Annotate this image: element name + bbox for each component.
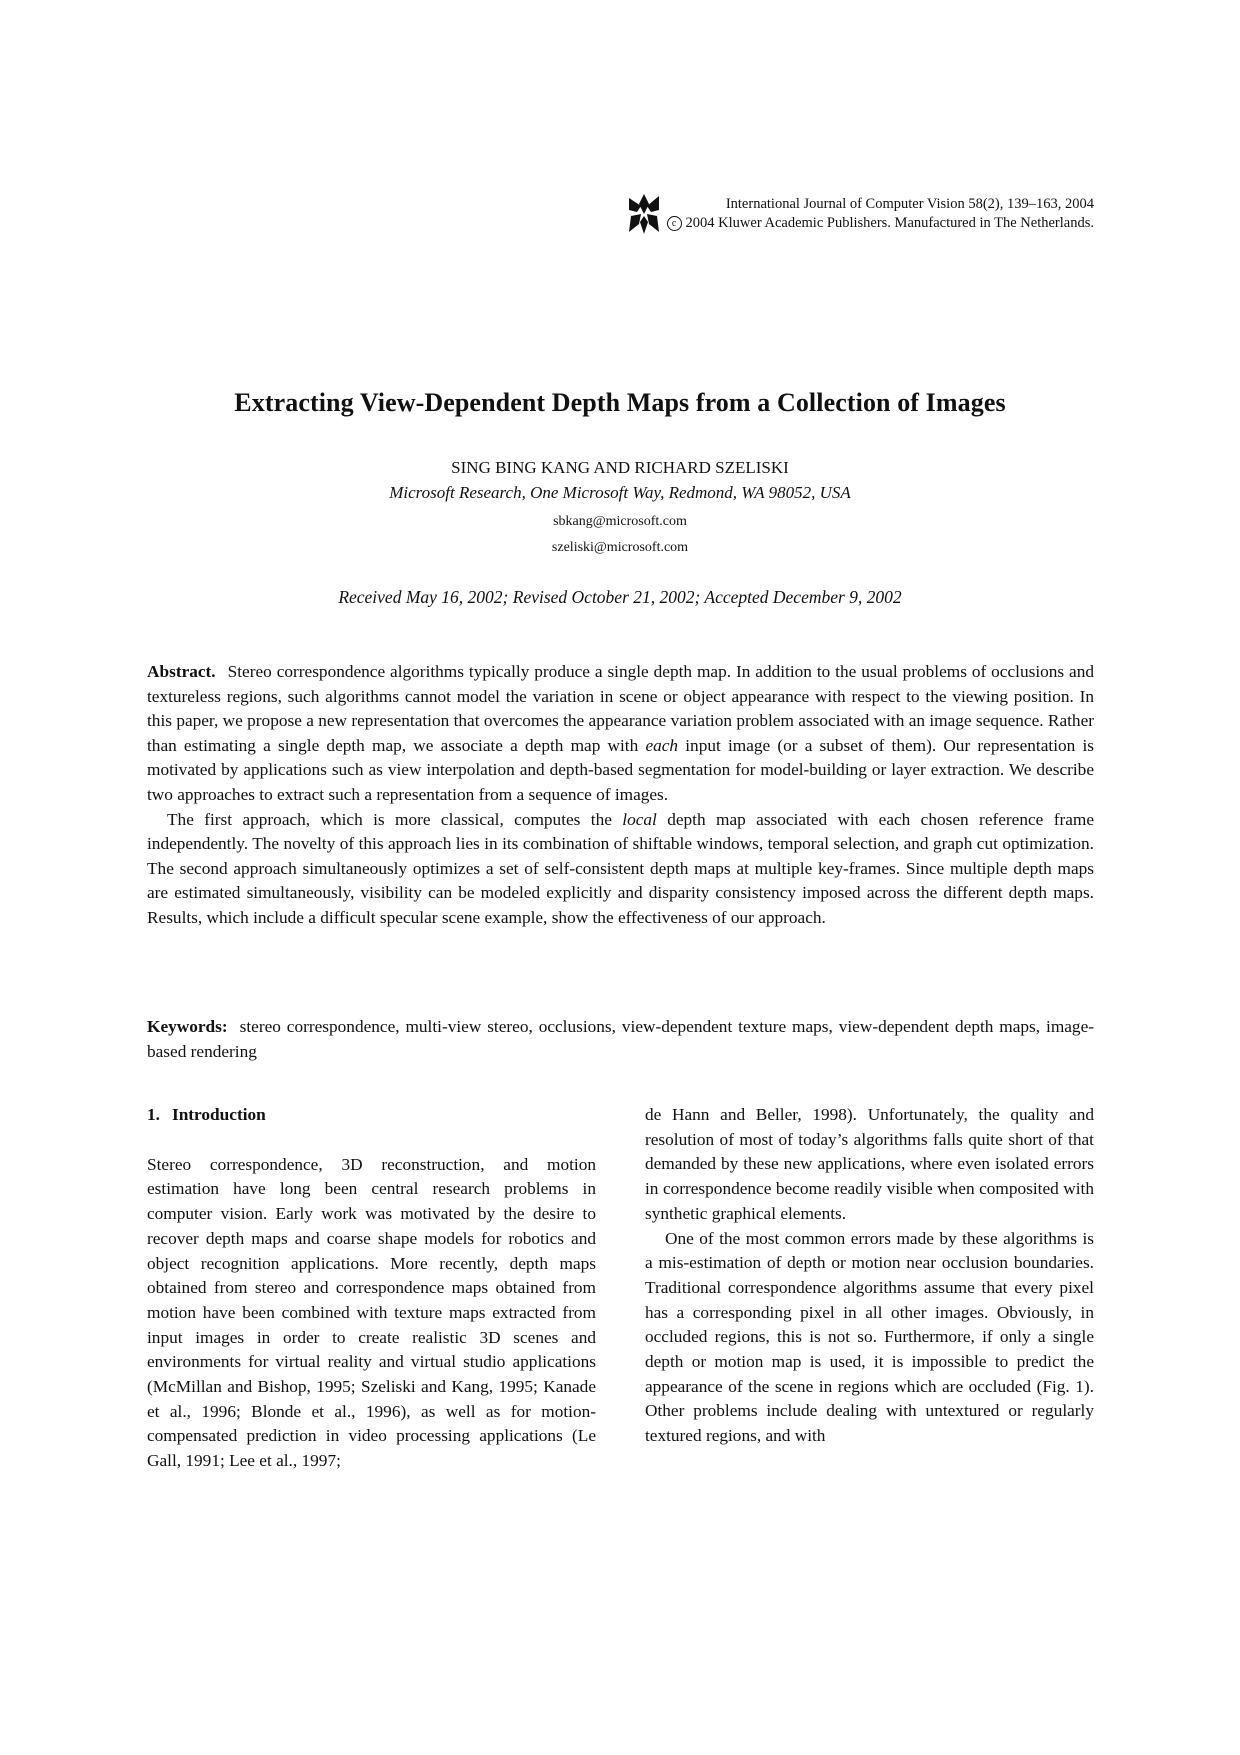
abstract-paragraph-1 <box>147 660 1094 808</box>
kluwer-logo-icon <box>627 192 661 236</box>
abstract-text: input image (or a subset of them). Our representation is motivated by applications such as view interpolation and depth-based segmentation for model-building or layer extraction. We describe two approaches to extract such a representation from a sequence of images. <box>147 735 1094 804</box>
submission-dates: Received May 16, 2002; Revised October 21, 2002; Accepted December 9, 2002 <box>338 587 902 607</box>
keywords-label: Keywords: <box>147 1017 228 1036</box>
abstract-text: depth map associated with each chosen reference frame independently. The novelty of this approach lies in its combination of shiftable windows, temporal selection, and graph cut optimization. The second approach simultaneously optimizes a set of self-consistent depth maps at multiple key-frames. Since multiple depth maps are estimated simultaneously, visibility can be modeled explicitly and disparity consistency imposed across the different depth maps. Results, which include a difficult specular scene example, show the effectiveness of our approach. <box>147 809 1094 927</box>
copyright-icon: c <box>667 216 682 231</box>
abstract-text: Stereo correspondence algorithms typically produce a single depth map. In addition to the usual problems of occlusions and textureless regions, such algorithms cannot model the variation in scene or object appearance with respect to the viewing position. In this paper, we propose a new representation that overcomes the appearance variation problem associated with an image sequence. Rather than estimating a single depth map, we associate a depth map with <box>147 662 1094 755</box>
keywords-text: stereo correspondence, multi-view stereo, occlusions, view-dependent texture maps, view-dependent depth maps, image-based rendering <box>147 1017 1094 1061</box>
abstract-label: Abstract. <box>147 662 216 681</box>
abstract-emphasis: local <box>622 809 657 829</box>
right-column <box>645 1103 1094 1449</box>
paper-title: Extracting View-Dependent Depth Maps from a Collection of Images <box>234 388 1006 417</box>
author-email-2[interactable]: szeliski@microsoft.com <box>551 540 689 555</box>
journal-header <box>627 192 1094 236</box>
section-heading <box>147 1103 596 1128</box>
intro-paragraph-2: de Hann and Beller, 1998). Unfortunately, the quality and resolution of most of today’s algorithms falls quite short of that demanded by these new applications, where even isolated errors in correspondence become readily visible when composited with synthetic graphical elements. <box>645 1105 1094 1223</box>
keywords <box>147 1015 1094 1064</box>
left-column <box>147 1103 596 1474</box>
copyright-text: 2004 Kluwer Academic Publishers. Manufactured in The Netherlands. <box>685 215 1094 231</box>
abstract-emphasis: each <box>645 735 679 755</box>
author-email-1[interactable]: sbkang@microsoft.com <box>553 514 687 529</box>
copyright-line <box>667 214 1094 233</box>
abstract-text: The first approach, which is more classical, computes the <box>167 809 623 829</box>
abstract-paragraph-2 <box>147 808 1094 931</box>
affiliation: Microsoft Research, One Microsoft Way, Redmond, WA 98052, USA <box>389 483 851 502</box>
authors: SING BING KANG AND RICHARD SZELISKI <box>451 458 789 477</box>
intro-paragraph-1: Stereo correspondence, 3D reconstruction, and motion estimation have long been central research problems in computer vision. Early work was motivated by the desire to recover depth maps and coarse shape models for robotics and object recognition applications. More recently, depth maps obtained from stereo and correspondence maps obtained from motion have been combined with texture maps extracted from input images in order to create realistic 3D scenes and environments for virtual reality and virtual studio applications (McMillan and Bishop, 1995; Szeliski and Kang, 1995; Kanade et al., 1996; Blonde et al., 1996), as well as for motion-compensated prediction in video processing applications (Le Gall, 1991; Lee et al., 1997; <box>147 1154 596 1471</box>
abstract <box>147 660 1094 931</box>
intro-paragraph-3: One of the most common errors made by these algorithms is a mis-estimation of depth or motion near occlusion boundaries. Traditional correspondence algorithms assume that every pixel has a corresponding pixel in all other images. Obviously, in occluded regions, this is not so. Furthermore, if only a single depth or motion map is used, it is impossible to predict the appearance of the scene in regions which are occluded (Fig. 1). Other problems include dealing with untextured or regularly textured regions, and with <box>645 1228 1094 1446</box>
section-number: 1. <box>147 1105 160 1124</box>
journal-citation: International Journal of Computer Vision 58(2), 139–163, 2004 <box>725 196 1094 212</box>
section-title: Introduction <box>171 1105 266 1124</box>
